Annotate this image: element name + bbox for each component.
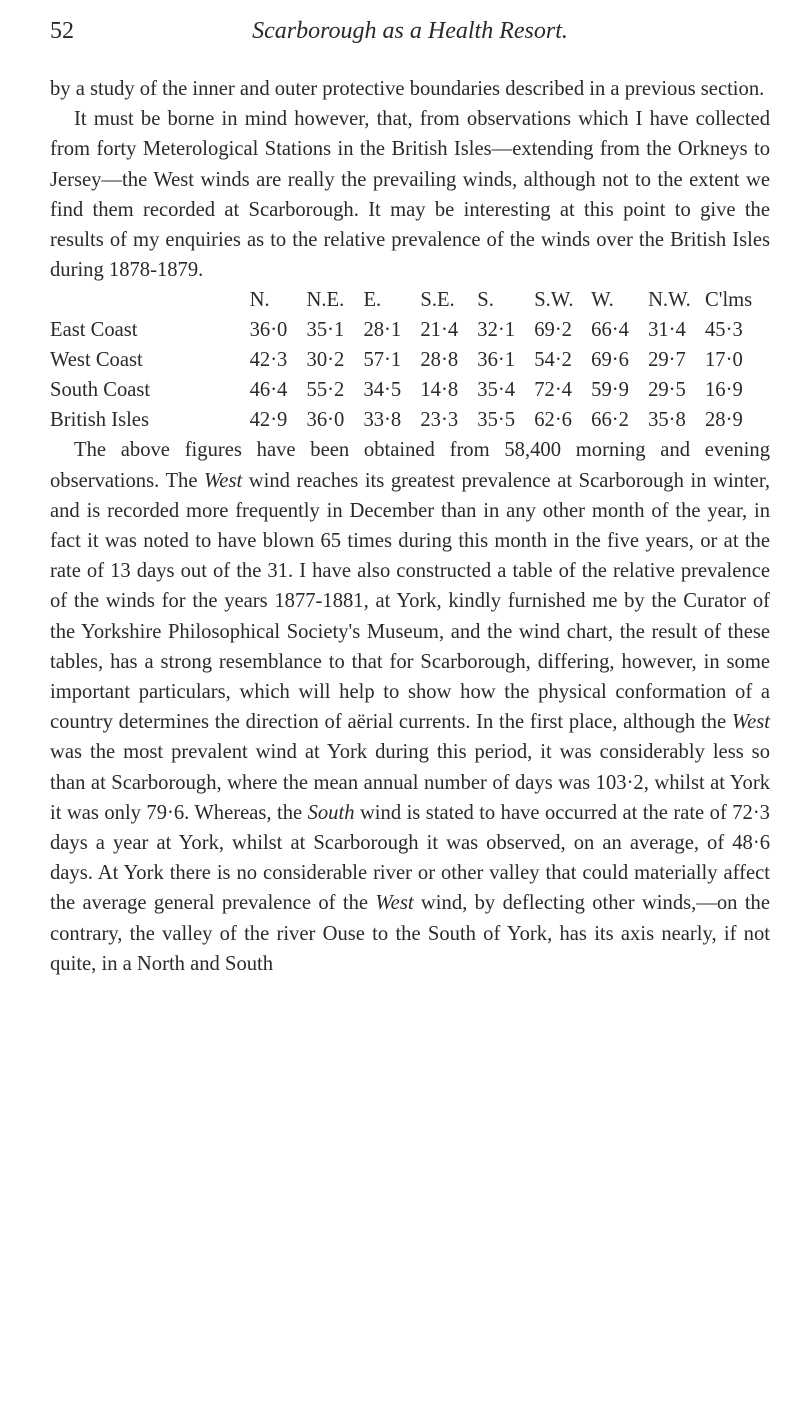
table-cell: 66·2	[591, 409, 629, 432]
table-cell: 28·9	[705, 409, 743, 432]
table-cell: 35·5	[477, 409, 516, 432]
table-cell: 36·0	[306, 409, 345, 432]
table-cell: 72·4	[534, 379, 572, 402]
table-cell: 31·4	[648, 319, 686, 342]
table-cell: 29·7	[648, 349, 686, 372]
table-corner	[50, 285, 250, 315]
table-row	[50, 345, 762, 375]
table-cell: 46·4	[249, 379, 288, 402]
table-cell: 69·6	[591, 349, 629, 372]
row-label: West Coast	[50, 349, 143, 372]
italic-term: South	[307, 801, 355, 824]
table-cell: 16·9	[705, 379, 743, 402]
table-cell: 23·3	[420, 409, 459, 432]
italic-term: West	[204, 469, 243, 492]
paragraph-3	[50, 435, 770, 979]
running-title: Scarborough as a Health Resort.	[252, 18, 568, 44]
table-cell: 66·4	[591, 319, 629, 342]
wind-prevalence-table	[50, 285, 762, 435]
table-cell: 35·8	[648, 409, 686, 432]
table-cell: 30·2	[306, 349, 345, 372]
table-cell: 28·1	[363, 319, 402, 342]
column-header: C'lms	[705, 289, 753, 312]
row-label: British Isles	[50, 409, 149, 432]
table-cell: 29·5	[648, 379, 686, 402]
table-cell: 62·6	[534, 409, 572, 432]
column-header: E.	[363, 289, 382, 312]
text-run: was the most prevalent wind at York during this period, it was considerably less so than at Scarborough, where the mean annual number of days was 103·2, whilst at York it was only 79·6. Whereas, the	[50, 741, 770, 824]
column-header: N.W.	[648, 289, 691, 312]
column-header: N.E.	[306, 289, 345, 312]
table-cell: 21·4	[420, 319, 459, 342]
table-cell: 33·8	[363, 409, 402, 432]
table-cell: 36·1	[477, 349, 516, 372]
table-header-row	[50, 285, 762, 315]
table-cell: 17·0	[705, 349, 743, 372]
table-row	[50, 315, 762, 345]
column-header: N.	[249, 289, 270, 312]
page-number: 52	[50, 18, 74, 44]
column-header: W.	[591, 289, 614, 312]
column-header: S.E.	[420, 289, 455, 312]
table-row	[50, 405, 762, 435]
table-cell: 14·8	[420, 379, 459, 402]
column-header: S.W.	[534, 289, 574, 312]
text-run: The above figures have been obtained from 58,400 morning and evening observations. The	[50, 439, 770, 492]
text-run: wind, by deflecting other winds,—on the contrary, the valley of the river Ouse to the South of York, has its axis nearly, if not quite, in a North and South	[50, 892, 770, 975]
italic-term: West	[375, 892, 414, 915]
column-header: S.	[477, 289, 494, 312]
table-cell: 55·2	[306, 379, 345, 402]
table-cell: 42·3	[249, 349, 288, 372]
text-run: wind reaches its greatest prevalence at Scarborough in winter, and is recorded more frequently in December than in any other month of the year, in fact it was noted to have blown 65 times during this month in the five years, or at the rate of 13 days out of the 31. I have also constructed a table of the relative prevalence of the winds for the years 1877-1881, at York, kindly furnished me by the Curator of the Yorkshire Philosophical Society's Museum, and the wind chart, the result of these tables, has a strong resemblance to that for Scarborough, differing, however, in some important particulars, which will help to show how the physical conformation of a country determines the direction of aërial currents. In the first place, although the	[50, 469, 770, 734]
table-row	[50, 375, 762, 405]
table-cell: 35·1	[306, 319, 345, 342]
table-cell: 69·2	[534, 319, 572, 342]
italic-term: West	[731, 711, 770, 734]
table-cell: 57·1	[363, 349, 402, 372]
table-cell: 54·2	[534, 349, 572, 372]
table-cell: 34·5	[363, 379, 402, 402]
table-cell: 35·4	[477, 379, 516, 402]
table-cell: 28·8	[420, 349, 459, 372]
row-label: East Coast	[50, 319, 138, 342]
page-header	[50, 18, 770, 74]
paragraph-2: It must be borne in mind however, that, from observations which I have collected from forty Meterological Stations in the British Isles—extending from the Orkneys to Jersey—the West winds are really the prevailing winds, although not to the extent we find them recorded at Scarborough. It may be interesting at this point to give the results of my enquiries as to the relative prevalence of the winds over the British Isles during 1878-1879.	[50, 108, 770, 282]
table-cell: 36·0	[249, 319, 288, 342]
table-cell: 45·3	[705, 319, 743, 342]
row-label: South Coast	[50, 379, 151, 402]
text-run: wind is stated to have occurred at the rate of 72·3 days a year at York, whilst at Scarborough it was observed, on an average, of 48·6 days. At York there is no considerable river or other valley that could materially affect the average general prevalence of the	[50, 801, 770, 915]
table-cell: 42·9	[249, 409, 288, 432]
table-cell: 59·9	[591, 379, 629, 402]
table-cell: 32·1	[477, 319, 516, 342]
paragraph-1: by a study of the inner and outer protective boundaries described in a previous section.	[50, 78, 765, 100]
